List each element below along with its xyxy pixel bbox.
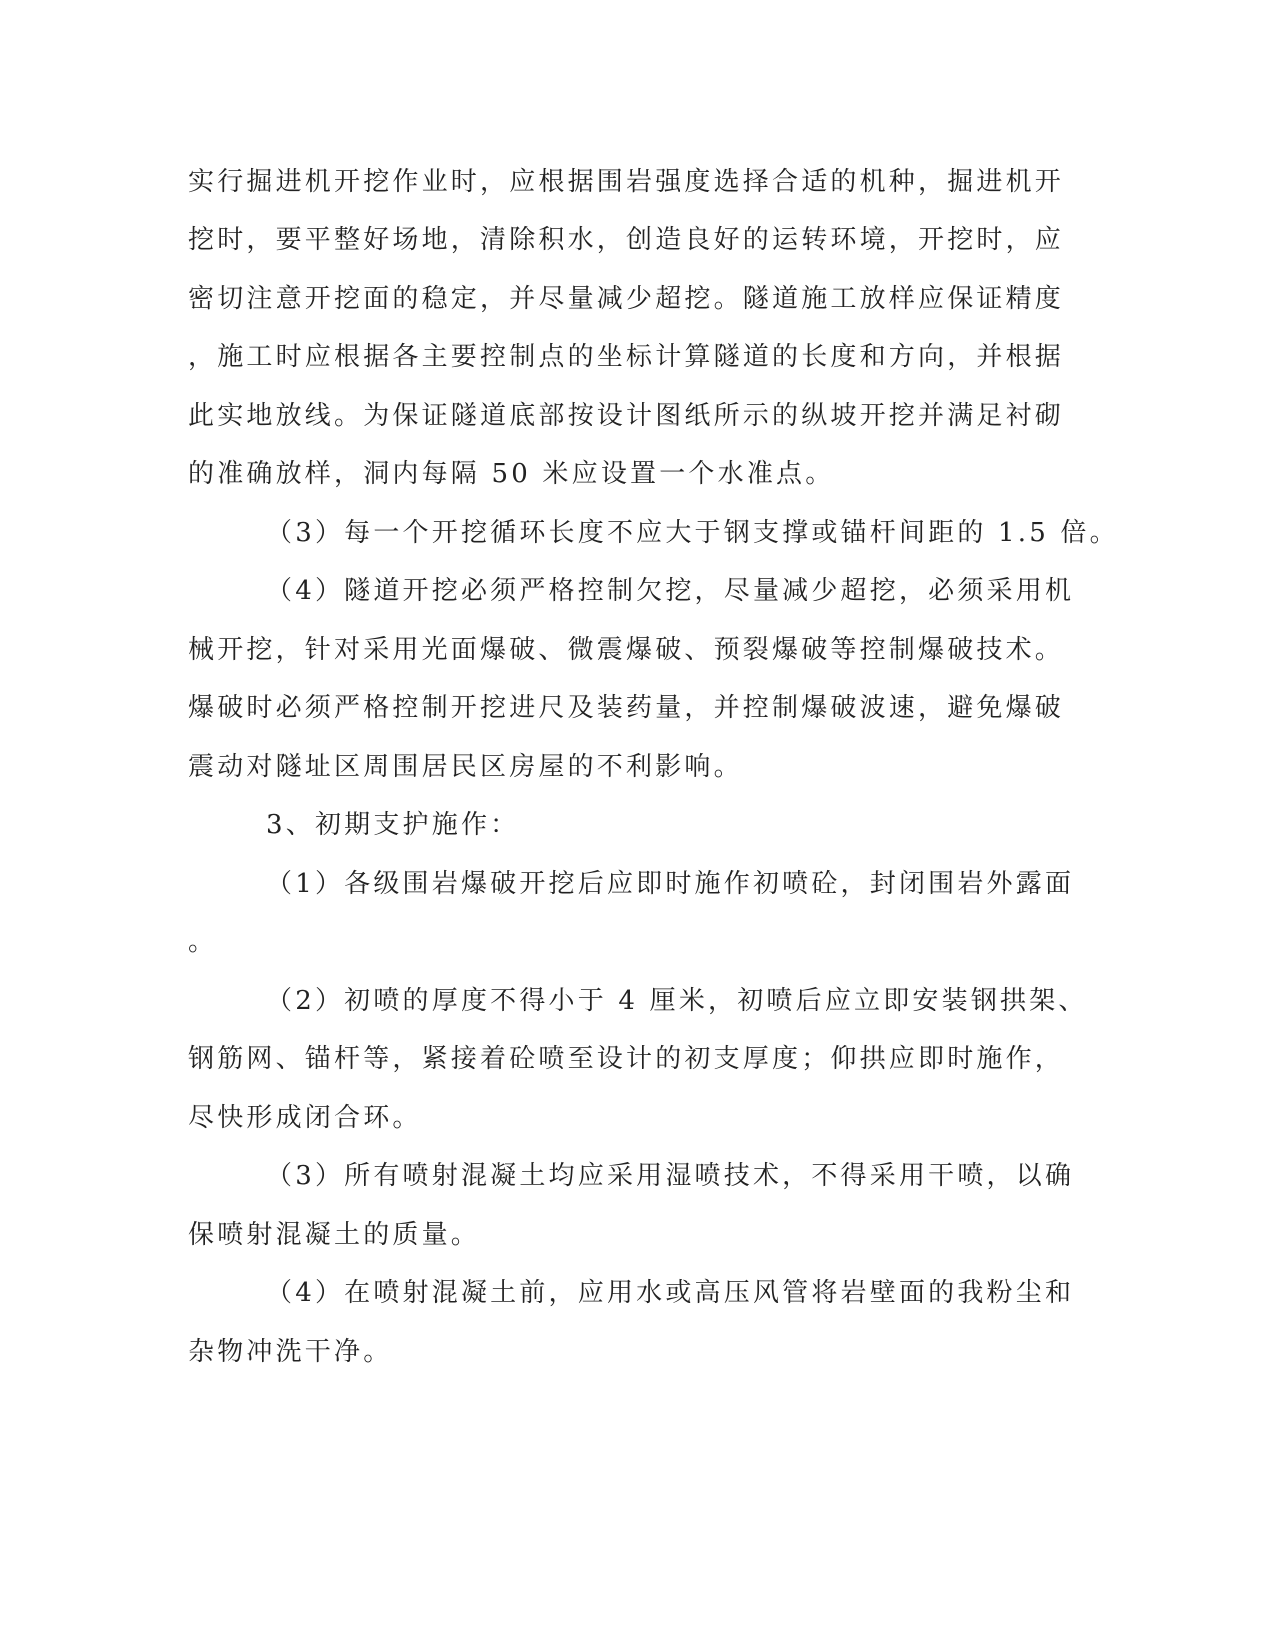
body-text-line: 密切注意开挖面的稳定，并尽量减少超挖。隧道施工放样应保证精度 (188, 284, 1065, 314)
section-heading: 3、初期支护施作： (266, 810, 520, 840)
list-item-text: （4）隧道开挖必须严格控制欠挖，尽量减少超挖，必须采用机 (266, 576, 1075, 606)
body-text-line: ，施工时应根据各主要控制点的坐标计算隧道的长度和方向，并根据 (188, 342, 1065, 372)
body-text-line: 。 (188, 927, 218, 957)
list-item-text: （4）在喷射混凝土前，应用水或高压风管将岩壁面的我粉尘和 (266, 1278, 1075, 1308)
list-item-text: （2）初喷的厚度不得小于 4 厘米，初喷后应立即安装钢拱架、 (266, 986, 1088, 1016)
body-text-line: 钢筋网、锚杆等，紧接着砼喷至设计的初支厚度；仰拱应即时施作， (188, 1044, 1065, 1074)
body-text-line: 杂物冲洗干净。 (188, 1337, 393, 1367)
body-text-line: 尽快形成闭合环。 (188, 1103, 422, 1133)
list-item-text: （1）各级围岩爆破开挖后应即时施作初喷砼，封闭围岩外露面 (266, 869, 1075, 899)
body-text-line: 此实地放线。为保证隧道底部按设计图纸所示的纵坡开挖并满足衬砌 (188, 401, 1065, 431)
list-item-text: （3）每一个开挖循环长度不应大于钢支撑或锚杆间距的 1.5 倍。 (266, 518, 1119, 548)
body-text-line: 的准确放样，洞内每隔 50 米应设置一个水准点。 (188, 459, 835, 489)
body-text-line: 震动对隧址区周围居民区房屋的不利影响。 (188, 752, 743, 782)
body-text-line: 实行掘进机开挖作业时，应根据围岩强度选择合适的机种，掘进机开 (188, 167, 1065, 197)
list-item-text: （3）所有喷射混凝土均应采用湿喷技术，不得采用干喷，以确 (266, 1161, 1075, 1191)
body-text-line: 械开挖，针对采用光面爆破、微震爆破、预裂爆破等控制爆破技术。 (188, 635, 1065, 665)
body-text-line: 挖时，要平整好场地，清除积水，创造良好的运转环境，开挖时，应 (188, 225, 1065, 255)
body-text-line: 爆破时必须严格控制开挖进尺及装药量，并控制爆破波速，避免爆破 (188, 693, 1065, 723)
body-text-line: 保喷射混凝土的质量。 (188, 1220, 481, 1250)
